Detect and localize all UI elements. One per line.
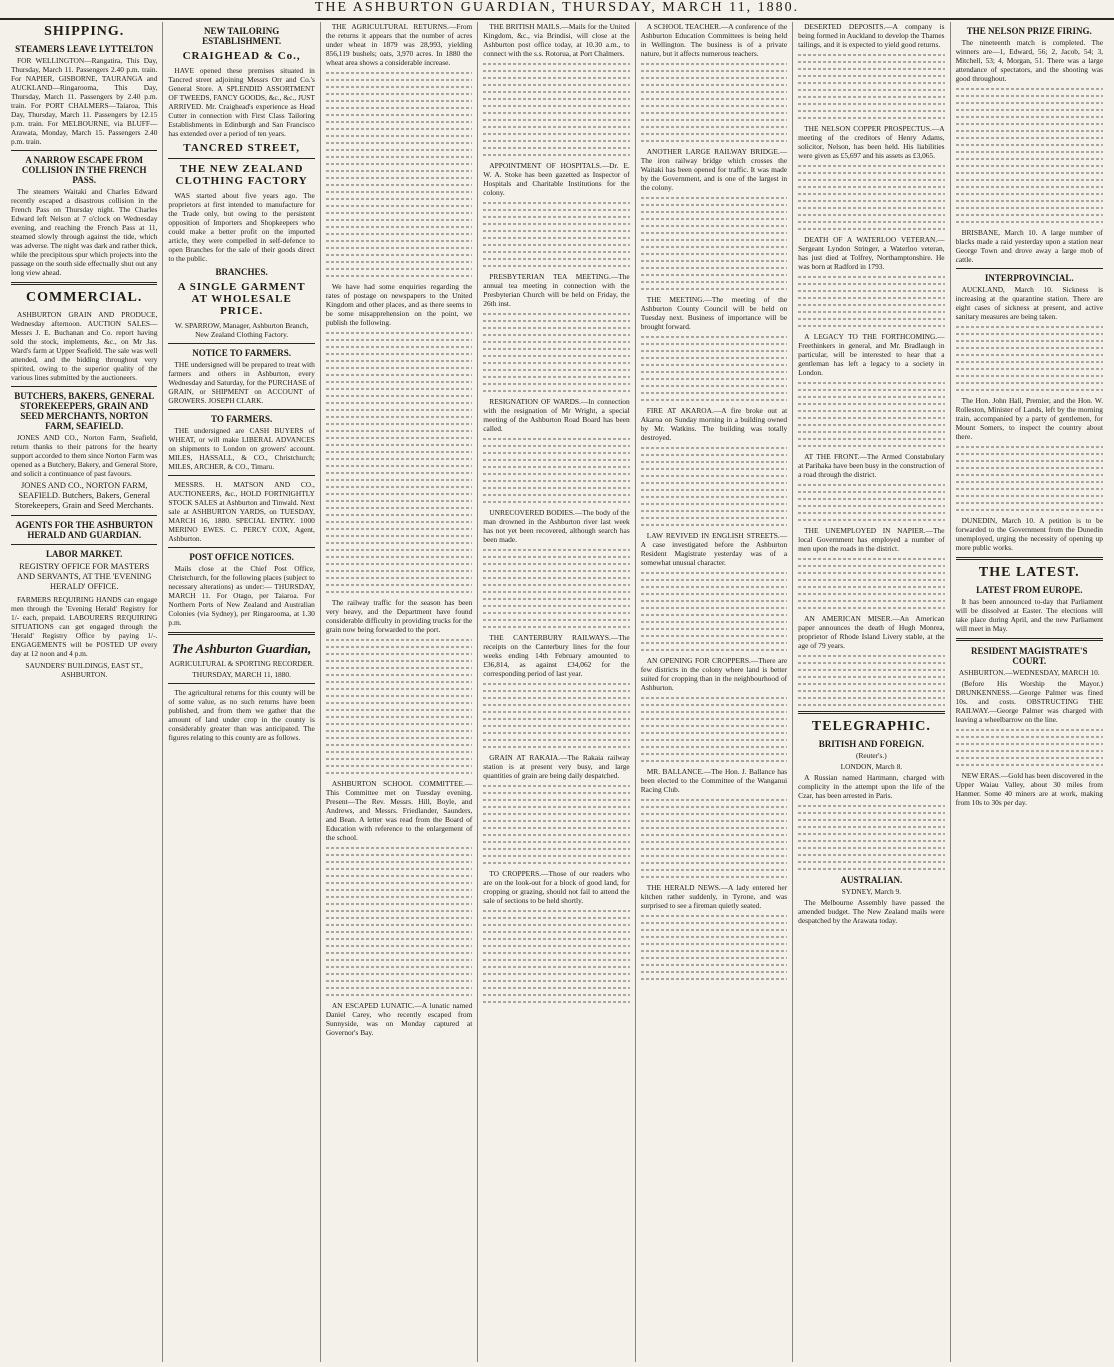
text-lines xyxy=(483,202,629,267)
article-paragraph: A Russian named Hartmann, charged with complicity in the attempt upon the life of the Czar, has been arrested in Paris. xyxy=(798,773,945,800)
article-paragraph: DEATH OF A WATERLOO VETERAN.—Sergeant Lyndon Stringer, a Waterloo veteran, has just died at Tolfrey, Northamptonshire. He was born at Radford in 1793. xyxy=(798,235,945,271)
text-lines xyxy=(798,276,944,327)
text-lines xyxy=(641,336,787,401)
article-paragraph: We have had some enquiries regarding the rates of postage on newspapers to the United Kingdom and other places, and as there seems to be some misapprehension on the point, we publish the following. xyxy=(325,282,473,327)
divider xyxy=(11,150,157,151)
nelson-heading: THE NELSON PRIZE FIRING. xyxy=(966,26,1092,36)
text-lines xyxy=(641,697,787,762)
text-lines xyxy=(798,558,944,609)
article-paragraph: AN ESCAPED LUNATIC.—A lunatic named Daniel Carey, who recently escaped from Sunnyside, was on Monday captured at Governor's Bay. xyxy=(325,1001,473,1037)
text-lines xyxy=(641,197,787,290)
article-paragraph: PRESBYTERIAN TEA MEETING.—The annual tea meeting in connection with the Presbyterian Church will be held on Friday, the 26th inst. xyxy=(483,272,630,308)
butchers-text: JONES AND CO., Norton Farm, Seafield, return thanks to their patrons for the hearty support accorded to them since Norton Farm was opened as a Butchery, Bakery, and General Store, and solicit a continuance of past favours. xyxy=(11,433,158,478)
farmers-notice-heading: NOTICE TO FARMERS. xyxy=(192,348,292,358)
registry-ad: REGISTRY OFFICE FOR MASTERS AND SERVANTS, AT THE 'EVENING HERALD' OFFICE. xyxy=(16,562,152,591)
post-office-heading: POST OFFICE NOTICES. xyxy=(189,552,294,562)
text-lines xyxy=(326,847,472,996)
sparrow-signature: W. SPARROW, Manager, Ashburton Branch, New Zealand Clothing Factory. xyxy=(174,321,309,339)
paper-subtitle: AGRICULTURAL & SPORTING RECORDER. xyxy=(169,659,315,668)
text-lines xyxy=(641,915,787,980)
text-lines xyxy=(326,72,472,277)
labor-text: FARMERS REQUIRING HANDS can engage men through the 'Evening Herald' Registry for 1/- each, prepaid. LABOURERS REQUIRING SITUATIONS can get engaged through the 'Herald' Registry Office by paying 1/-. ENGAGEMENTS will be POSTED UP every day at 12 noon and 4 p.m. xyxy=(11,595,158,658)
shipping-heading: SHIPPING. xyxy=(44,24,125,39)
article-paragraph: A SCHOOL TEACHER.—A conference of the Ashburton Education Committees is being held in Wellington. The business is of a private nature, but it affects numerous teachers. xyxy=(640,22,788,58)
divider xyxy=(11,544,157,545)
text-lines xyxy=(798,382,944,447)
article-paragraph: THE MEETING.—The meeting of the Ashburton County Council will be held on Tuesday next. Business of importance will be brought forward. xyxy=(640,295,788,331)
british-heading: BRITISH AND FOREIGN. xyxy=(818,739,924,749)
reuter-credit: (Reuter's.) xyxy=(856,751,887,760)
text-lines xyxy=(483,313,629,392)
divider xyxy=(168,475,314,476)
column-6 xyxy=(793,22,950,1362)
editorial-text: The agricultural returns for this county will be of some value, as no such returns have been published, and from them we gather that the amount of land under crop in the county is considerably greater than was anticipated. The figures relating to this county are as follows. xyxy=(168,688,315,742)
text-lines xyxy=(483,63,629,156)
article-paragraph: AN OPENING FOR CROPPERS.—There are few districts in the colony where land is better suited for cropping than in the neighbourhood of Ashburton. xyxy=(640,656,788,692)
masthead: THE ASHBURTON GUARDIAN, THURSDAY, MARCH 11, 1880. xyxy=(0,0,1114,20)
interprovincial-heading: INTERPROVINCIAL. xyxy=(984,273,1074,283)
article-paragraph: The Melbourne Assembly have passed the amended budget. The New Zealand mails were despatched by the Arawata today. xyxy=(798,898,945,925)
text-lines xyxy=(483,910,629,1003)
text-lines xyxy=(483,785,629,864)
text-lines xyxy=(326,639,472,774)
labor-heading: LABOR MARKET. xyxy=(46,549,123,559)
text-lines xyxy=(641,572,787,651)
column-5 xyxy=(636,22,793,1362)
text-lines xyxy=(956,88,1103,223)
article-paragraph: THE AGRICULTURAL RETURNS.—From the returns it appears that the number of acres under wheat in 1879 was 28,993, yielding 856,119 bushels; oats, 3,970 acres. In 1880 the wheat area shows a considerable increase. xyxy=(325,22,473,67)
commercial-heading: COMMERCIAL. xyxy=(26,290,143,305)
australian-heading: AUSTRALIAN. xyxy=(840,875,903,885)
article-paragraph: TO CROPPERS.—Those of our readers who are on the look-out for a block of good land, for cropping or grazing, should not fail to attend the sale of sections to be held shortly. xyxy=(483,869,630,905)
paper-date: THURSDAY, MARCH 11, 1880. xyxy=(192,670,291,679)
tancred-street: TANCRED STREET, xyxy=(183,142,300,154)
column-3 xyxy=(321,22,478,1362)
article-paragraph: The Hon. John Hall, Premier, and the Hon. W. Rolleston, Minister of Lands, left by the morning train, accompanied by a party of gentlemen, for Mount Somers, to inspect the country about there. xyxy=(955,396,1103,441)
article-paragraph: APPOINTMENT OF HOSPITALS.—Dr. E. W. A. Stoke has been gazetted as Inspector of Hospitals and Charitable Institutions for the colony. xyxy=(483,161,630,197)
jones-ad: JONES AND CO., NORTON FARM, SEAFIELD. Butchers, Bakers, General Storekeepers, Grain and Seed Merchants. xyxy=(14,481,154,510)
article-paragraph: DESERTED DEPOSITS.—A company is being formed in Auckland to develop the Thames tailings, and it is expected to yield good returns. xyxy=(798,22,945,49)
text-lines xyxy=(956,446,1103,511)
branches-heading: BRANCHES. xyxy=(215,267,268,277)
to-farmers-heading: TO FARMERS. xyxy=(211,414,273,424)
court-subheading: ASHBURTON.—WEDNESDAY, MARCH 10. xyxy=(958,668,1100,677)
tailoring-heading: NEW TAILORING ESTABLISHMENT. xyxy=(202,26,282,46)
article-paragraph: THE UNEMPLOYED IN NAPIER.—The local Government has employed a number of men upon the roads in the district. xyxy=(798,526,945,553)
article-paragraph: AUCKLAND, March 10. Sickness is increasing at the quarantine station. There are eight cases of sickness at present, and active sanitary measures are being taken. xyxy=(955,285,1103,321)
text-lines xyxy=(483,683,629,748)
text-lines xyxy=(483,438,629,503)
dateline: SYDNEY, March 9. xyxy=(841,887,902,896)
buyers-text: THE undersigned are CASH BUYERS of WHEAT, or will make LIBERAL ADVANCES on shipments to London on growers' account. MILES, HASSALL, & CO., Christchurch; MILES, ARCHER, & CO., Timaru. xyxy=(168,426,315,471)
divider xyxy=(11,515,157,516)
article-paragraph: AN AMERICAN MISER.—An American paper announces the death of Hugh Monrea, proprietor of Rhode Island Livery stable, at the age of 79 years. xyxy=(798,614,945,650)
butchers-heading: BUTCHERS, BAKERS, GENERAL STOREKEEPERS, GRAIN AND SEED MERCHANTS, NORTON FARM, SEAFIELD. xyxy=(14,391,155,431)
text-lines xyxy=(798,54,944,119)
narrow-escape-heading: A NARROW ESCAPE FROM COLLISION IN THE FRENCH PASS. xyxy=(21,155,147,185)
latest-heading: THE LATEST. xyxy=(978,565,1080,580)
article-paragraph: ASHBURTON SCHOOL COMMITTEE.—This Committee met on Tuesday evening. Present—The Rev. Messrs. Hill, Boyle, and Andrews, and Messrs. Friedlander, Saunders, and Bean. A letter was read from the Board of Education with reference to the enlargement of the school. xyxy=(325,779,473,842)
telegraphic-heading: TELEGRAPHIC. xyxy=(811,719,931,734)
agents-heading: AGENTS FOR THE ASHBURTON HERALD AND GUARDIAN. xyxy=(15,520,154,540)
shipping-text: FOR WELLINGTON—Rangatira, This Day, Thursday, March 11. Passengers 2.40 p.m. train. For NAPIER, GISBORNE, TAURANGA and AUCKLAND—Ringarooma, This Day, Thursday, March 11. Passengers by 2.40 p.m. train. For PORT CHALMERS—Taiaroa, This Day, Thursday, March 11. Passengers by 12.15 p.m. train. For MELBOURNE, via BLUFF—Arawata, Monday, March 15. Passengers 2.40 p.m. train. xyxy=(11,56,158,146)
article-paragraph: LAW REVIVED IN ENGLISH STREETS.—A case investigated before the Ashburton Resident Magistrate yesterday was of a somewhat unusual character. xyxy=(640,531,788,567)
text-lines xyxy=(956,729,1103,766)
article-paragraph: FIRE AT AKAROA.—A fire broke out at Akaroa on Sunday morning in a building owned by Mr. Watkins. The building was totally destroyed. xyxy=(640,406,788,442)
article-paragraph: BRISBANE, March 10. A large number of blacks made a raid yesterday upon a station near George Town and drove away a large mob of cattle. xyxy=(955,228,1103,264)
article-paragraph: AT THE FRONT.—The Armed Constabulary at Parihaka have been busy in the construction of a road through the district. xyxy=(798,452,945,479)
divider xyxy=(798,711,944,714)
farmers-notice-text: THE undersigned will be prepared to treat with farmers and others in Ashburton, every Wednesday and Saturday, for the PURCHASE of GRAIN, or SHIPMENT on ACCOUNT of GROWERS. JOSEPH CLARK. xyxy=(168,360,315,405)
divider xyxy=(956,557,1103,560)
divider xyxy=(956,268,1103,269)
text-lines xyxy=(798,165,944,230)
text-lines xyxy=(326,332,472,593)
single-garment: A SINGLE GARMENT AT WHOLESALE PRICE. xyxy=(177,281,306,317)
article-paragraph: DUNEDIN, March 10. A petition is to be forwarded to the Government from the Dunedin unemployed, urging the necessity of opening up more public works. xyxy=(955,516,1103,552)
shipping-subheading: STEAMERS LEAVE LYTTELTON xyxy=(15,44,154,54)
text-lines xyxy=(641,63,787,142)
article-paragraph: ANOTHER LARGE RAILWAY BRIDGE.—The iron railway bridge which crosses the Waitaki has been opened for traffic. It was made by the Government, and is one of the largest in the colony. xyxy=(640,147,788,192)
column-2 xyxy=(163,22,320,1362)
text-lines xyxy=(798,484,944,521)
divider xyxy=(956,638,1103,641)
post-office-text: Mails close at the Chief Post Office, Christchurch, for the following places (subject to necessary alterations) as under:— THURSDAY, MARCH 11. For Otago, per Taiaroa. For Northern Ports of New Zealand and Australian Colonies (via Sydney), per Ringarooma, at 1.30 p.m. xyxy=(168,564,315,627)
divider xyxy=(168,683,314,684)
text-lines xyxy=(641,799,787,878)
article-paragraph: GRAIN AT RAKAIA.—The Rakaia railway station is at present very busy, and large quantities of grain are being daily despatched. xyxy=(483,753,630,780)
article-paragraph: UNRECOVERED BODIES.—The body of the man drowned in the Ashburton river last week has not yet been recovered, although search has been made. xyxy=(483,508,630,544)
divider xyxy=(11,386,157,387)
matson-ad: MESSRS. H. MATSON AND CO., AUCTIONEERS, &c., HOLD FORTNIGHTLY STOCK SALES at Ashburton and Tinwald. Next sale at ASHBURTON YARDS, on TUESDAY, MARCH 16, 1880. SPECIAL ENTRY. 1000 MERINO EWES. C. PERCY COX, Agent, Ashburton. xyxy=(168,480,315,543)
tailoring-text: HAVE opened these premises situated in Tancred street adjoining Messrs Orr and Co.'s General Store. A SPLENDID ASSORTMENT OF TWEEDS, FANCY GOODS, &c., &c., JUST ARRIVED. Mr. Craighead's experience as Head Cutter in connection with First Class Tailoring Establishments in Edinburgh and San Francisco has extended over a period of ten years. xyxy=(168,66,315,138)
article-paragraph: THE CANTERBURY RAILWAYS.—The receipts on the Canterbury lines for the four weeks ending 14th February amounted to £36,814, as against £34,062 for the corresponding period of last year. xyxy=(483,633,630,678)
divider xyxy=(168,343,314,344)
dateline: LONDON, March 8. xyxy=(840,762,903,771)
column-4 xyxy=(478,22,635,1362)
saunders-address: SAUNDERS' BUILDINGS, EAST ST., ASHBURTON. xyxy=(25,661,144,679)
commercial-text: ASHBURTON GRAIN AND PRODUCE, Wednesday afternoon. AUCTION SALES—Messrs J. E. Buchanan and Co. report having sold the stock, implements, &c., on Mr Jas. Ward's farm at Upper Seafield. The sale was well attended, and the bidding throughout very spirited, owing to the superior quality of the various lines submitted by the auctioneers. xyxy=(11,310,158,382)
divider xyxy=(168,547,314,548)
narrow-escape-text: The steamers Waitaki and Charles Edward recently escaped a disastrous collision in the French Pass on Thursday night. The Charles Edward left Nelson at 7 o'clock on Wednesday evening, and reaching the French Pass at 11, steamed slowly through against the tide, which was adverse. The night was dark and rather thick, while the precipitous spur which projects into the passage on the south side effectually shut out any long view ahead. xyxy=(11,187,158,277)
article-paragraph: NEW ERAS.—Gold has been discovered in the Upper Waiau Valley, about 30 miles from Hanmer. Some 40 miners are at work, making from 10s to 30s per day. xyxy=(955,771,1103,807)
article-paragraph: A LEGACY TO THE FORTHCOMING.—Freethinkers in general, and Mr. Bradlaugh in particular, will be interested to hear that a gentleman has left a legacy to a society in London. xyxy=(798,332,945,377)
divider xyxy=(168,632,314,635)
divider xyxy=(11,282,157,285)
text-lines xyxy=(641,447,787,526)
article-paragraph: It has been announced to-day that Parliament will be dissolved at Easter. The elections will take place during April, and the new Parliament will meet in May. xyxy=(955,597,1103,633)
court-text: (Before His Worship the Mayor.) DRUNKENNESS.—George Palmer was fined 10s. and costs. OBSTRUCTING THE RAILWAY.—George Palmer was charged with leaving a wheelbarrow on the line. xyxy=(955,679,1103,724)
article-paragraph: MR. BALLANCE.—The Hon. J. Ballance has been elected to the Committee of the Wanganui Racing Club. xyxy=(640,767,788,794)
latest-subheading: LATEST FROM EUROPE. xyxy=(976,585,1083,595)
craighead-name: CRAIGHEAD & Co., xyxy=(182,50,301,62)
divider xyxy=(168,409,314,410)
nelson-text: The nineteenth match is completed. The winners are—1, Edward, 56; 2, Jacob, 54; 3, Mitchell, 53; 4, Morgan, 51. There was a large attendance of spectators, and the shooting was good throughout. xyxy=(955,38,1103,83)
article-paragraph: THE HERALD NEWS.—A lady entered her kitchen rather suddenly, in Tyrone, and was surprised to see a fireman quietly seated. xyxy=(640,883,788,910)
divider xyxy=(168,158,314,159)
columns xyxy=(6,22,1108,1362)
article-paragraph: THE BRITISH MAILS.—Mails for the United Kingdom, &c., via Brindisi, will close at the Ashburton post office today, at 10.30 a.m., to connect with the s.s. Rotorua, at Port Chalmers. xyxy=(483,22,630,58)
text-lines xyxy=(956,326,1103,391)
column-7 xyxy=(951,22,1108,1362)
text-lines xyxy=(798,805,944,870)
article-paragraph: RESIGNATION OF WARDS.—In connection with the resignation of Mr Wright, a special meeting of the Ashburton Road Board has been called. xyxy=(483,397,630,433)
clothing-text: WAS started about five years ago. The proprietors at first intended to manufacture for the Trade only, but owing to the persistent opposition of Importers and Shopkeepers who could make a better profit on the imported article, they were compelled in self-defence to open Branches for the sale of their goods direct to the public. xyxy=(168,191,315,263)
article-paragraph: The railway traffic for the season has been very heavy, and the Department have found considerable difficulty in providing trucks for the grain now being forwarded to the port. xyxy=(325,598,473,634)
court-heading: RESIDENT MAGISTRATE'S COURT. xyxy=(971,646,1088,666)
text-lines xyxy=(483,549,629,628)
column-1 xyxy=(6,22,163,1362)
article-paragraph: THE NELSON COPPER PROSPECTUS.—A meeting of the creditors of Henry Adams, solicitor, Nelson, has been held. His liabilities were given as £5,697 and his assets as £3,065. xyxy=(798,124,945,160)
clothing-heading: THE NEW ZEALAND CLOTHING FACTORY xyxy=(175,163,308,187)
text-lines xyxy=(798,655,944,706)
paper-title: The Ashburton Guardian, xyxy=(171,641,312,656)
